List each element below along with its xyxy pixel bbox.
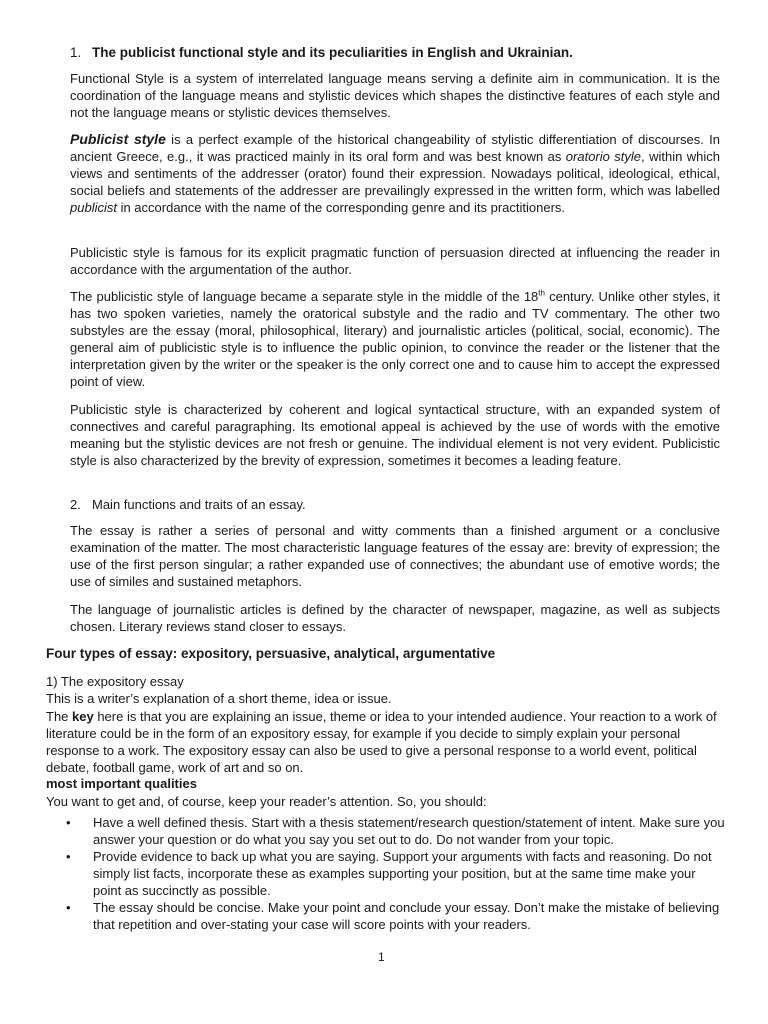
page-number: 1 xyxy=(378,950,385,964)
heading-text: The publicist functional style and its peculiarities in English and Ukrainian. xyxy=(92,45,573,60)
item-number: 2. xyxy=(70,497,81,512)
text-run: , within which views and sentiments of the addresser (orator) found their expression. Nowadays political, ideological, ethical, social beliefs and statements of the addresser are prevailingly expressed in the written form, which was labelled xyxy=(70,149,720,198)
list-item-text: Have a well defined thesis. Start with a thesis statement/research question/statement of intent. Make sure you answer your question or do what you say you set out to do. Do not wander from your topic. xyxy=(93,815,725,847)
list-item xyxy=(46,848,726,899)
expository-key-paragraph xyxy=(46,708,726,776)
superscript: th xyxy=(538,288,545,298)
heading-number: 1. xyxy=(70,45,82,60)
qualities-intro: You want to get and, of course, keep your reader’s attention. So, you should: xyxy=(46,794,487,809)
text-run: in accordance with the name of the corresponding genre and its practitioners. xyxy=(116,200,566,215)
lead-term: Publicist style xyxy=(70,131,166,147)
paragraph-essay: The essay is rather a series of personal and witty comments than a finished argument or a conclusive examination of the matter. The most characteristic language features of the essay are: brevity of expression; the use of the first person singular; a rather expanded use of connectives; the abundant use of emotive words; the use of similes and sustained metaphors. xyxy=(70,523,720,589)
bullet-glyph: • xyxy=(66,900,71,915)
list-item xyxy=(46,899,726,933)
essay-types-heading: Four types of essay: expository, persuasive, analytical, argumentative xyxy=(46,646,496,661)
paragraph-history xyxy=(70,288,720,390)
list-item-text: Provide evidence to back up what you are saying. Support your arguments with facts and reasoning. Do not simply list facts, incorporate these as examples supporting your position, but at the same time make your point as succinctly as possible. xyxy=(93,849,712,898)
text-run: here is that you are explaining an issue, theme or idea to your intended audience. Your reaction to a work of literature could be in the form of an expository essay, for example if you decide to simply explain your personal response to a work. The expository essay can also be used to give a personal response to a world event, political debate, football game, work of art and so on. xyxy=(46,709,717,775)
section-2-item xyxy=(70,496,306,513)
paragraph-characteristics: Publicistic style is characterized by coherent and logical syntactical structure, with an expanded system of connectives and careful paragraphing. Its emotional appeal is achieved by the use of words with the emotive meaning but the stylistic devices are not fresh or genuine. The individual element is not very evident. Publicistic style is also characterized by the brevity of expression, sometimes it becomes a leading feature. xyxy=(70,402,720,468)
paragraph-publicist-style xyxy=(70,131,720,216)
section-1-heading xyxy=(70,44,720,61)
expository-definition: This is a writer’s explanation of a short theme, idea or issue. xyxy=(46,691,392,706)
text-run: is a perfect example of the historical changeability of stylistic differentiation of discourses. In ancient Greece, e.g., it was practiced mainly in its oral form and was best known as xyxy=(70,132,720,164)
list-item xyxy=(46,814,726,848)
list-item-text: The essay should be concise. Make your point and conclude your essay. Don’t make the mistake of believing that repetition and over-stating your case will score points with your readers. xyxy=(93,900,720,932)
key-word: key xyxy=(72,709,94,724)
paragraph-journalistic: The language of journalistic articles is defined by the character of newspaper, magazine, as well as subjects chosen. Literary reviews stand closer to essays. xyxy=(70,602,720,634)
text-run: The publicistic style of language became a separate style in the middle of the 18 xyxy=(70,289,539,304)
bullet-glyph: • xyxy=(66,815,71,830)
emphasis-publicist: publicist xyxy=(70,200,117,215)
text-run: century. Unlike other styles, it has two spoken varieties, namely the oratorical substyle and the radio and TV commentary. The other two substyles are the essay (moral, philosophical, literary) and journalistic articles (political, social, economic). The general aim of publicistic style is to influence the public opinion, to convince the reader or the listener that the interpretation given by the writer or the speaker is the only correct one and to cause him to accept the expressed point of view. xyxy=(70,289,720,389)
qualities-list xyxy=(46,814,726,933)
expository-title: 1) The expository essay xyxy=(46,674,184,689)
bullet-glyph: • xyxy=(66,849,71,864)
emphasis-oratorio: oratorio style xyxy=(565,149,642,164)
text-run: The xyxy=(46,709,73,724)
qualities-heading: most important qualities xyxy=(46,776,197,791)
paragraph-functional-style: Functional Style is a system of interrelated language means serving a definite aim in communication. It is the coordination of the language means and stylistic devices which shapes the distinctive features of each style and not the language means or stylistic devices themselves. xyxy=(70,71,720,120)
item-text: Main functions and traits of an essay. xyxy=(92,497,306,512)
paragraph-persuasion: Publicistic style is famous for its explicit pragmatic function of persuasion directed at influencing the reader in accordance with the argumentation of the author. xyxy=(70,245,720,277)
